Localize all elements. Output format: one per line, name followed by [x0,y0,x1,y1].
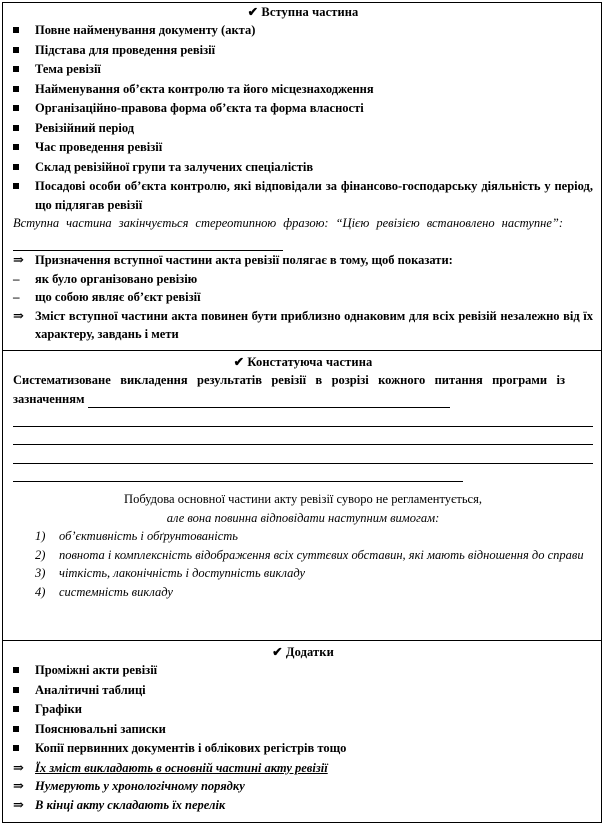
list-item: Тема ревізії [13,60,593,80]
dash-icon: – [13,289,20,304]
intro-section [3,3,601,351]
list-item: 3) чіткість, лаконічність і доступність викладу [35,566,306,580]
bullet-icon [13,745,19,751]
intro-phrase: Вступна частина закінчується стереотипною фразою: “Цією ревізією встановлено наступне”: [13,214,593,251]
statement-note: але вона повинна відповідати наступним вимогам: [166,510,440,525]
statement-title: ✔ Констатуюча частина [233,355,373,369]
list-item: Склад ревізійної групи та залучених спеціалістів [13,158,593,178]
bullet-icon [13,47,19,53]
document-page [2,2,602,823]
list-item: Проміжні акти ревізії [13,661,593,681]
list-item: Повне найменування документу (акта) [13,21,593,41]
list-item: 2) повнота і комплексність відображення всіх суттєвих обставин, які мають відношення до справи [35,547,584,562]
bullet-icon [13,144,19,150]
fill-line [13,408,593,427]
bullet-icon [13,86,19,92]
bullet-icon [13,164,19,170]
arrow-icon: ⇒ [13,252,24,267]
bullet-icon [13,183,19,189]
fill-line [13,236,283,251]
list-item: Час проведення ревізії [13,138,593,158]
list-item: Ревізійний період [13,119,593,139]
statement-text: Систематизоване викладення результатів ревізії в розрізі кожного питання програми із зазначенням [13,371,593,408]
intro-title: ✔ Вступна частина [247,5,359,19]
fill-line [13,464,463,483]
appendix-title: ✔ Додатки [272,645,334,659]
bullet-icon [13,27,19,33]
list-item: Посадові особи об’єкта контролю, які відповідали за фінансово-господарську діяльність у період, що підлягав ревізії [13,177,593,214]
list-item: Організаційно-правова форма об’єкта та форма власності [13,99,593,119]
list-item: – що собою являє об’єкт ревізії [13,288,593,307]
bullet-icon [13,105,19,111]
list-item: – як було організовано ревізію [13,270,593,289]
arrow-icon: ⇒ [13,759,24,775]
bullet-icon [13,667,19,673]
bullet-icon [13,687,19,693]
statement-section [3,353,601,641]
arrow-icon: ⇒ [13,778,24,793]
list-item: ⇒ Їх зміст викладають в основній частині акту ревізії [13,759,593,778]
fill-line [13,427,593,446]
list-item: Аналітичні таблиці [13,681,593,701]
list-item: Копії первинних документів і облікових регістрів тощо [13,739,593,759]
list-item: 1) об’єктивність і обґрунтованість [35,529,238,543]
fill-line [13,445,593,464]
list-item: ⇒ В кінці акту складають їх перелік [13,796,593,815]
list-item: Пояснювальні записки [13,720,593,740]
list-item: Найменування об’єкта контролю та його місцезнаходження [13,80,593,100]
statement-note: Побудова основної частини акту ревізії суворо не регламентується, [124,492,482,506]
list-item: 4) системність викладу [35,584,173,599]
list-item: ⇒ Нумерують у хронологічному порядку [13,777,593,796]
bullet-icon [13,125,19,131]
bullet-icon [13,66,19,72]
fill-line [88,393,450,408]
bullet-icon [13,726,19,732]
dash-icon: – [13,270,20,286]
list-item: ⇒ Зміст вступної частини акта повинен бути приблизно однаковим для всіх ревізій незалежно від їх характеру, завдань і мети [13,307,593,344]
list-item: Графіки [13,700,593,720]
appendix-section [3,643,601,825]
list-item: ⇒ Призначення вступної частини акта ревізії полягає в тому, щоб показати: [13,251,593,270]
bullet-icon [13,706,19,712]
list-item: Підстава для проведення ревізії [13,41,593,61]
arrow-icon: ⇒ [13,307,24,323]
arrow-icon: ⇒ [13,796,24,812]
